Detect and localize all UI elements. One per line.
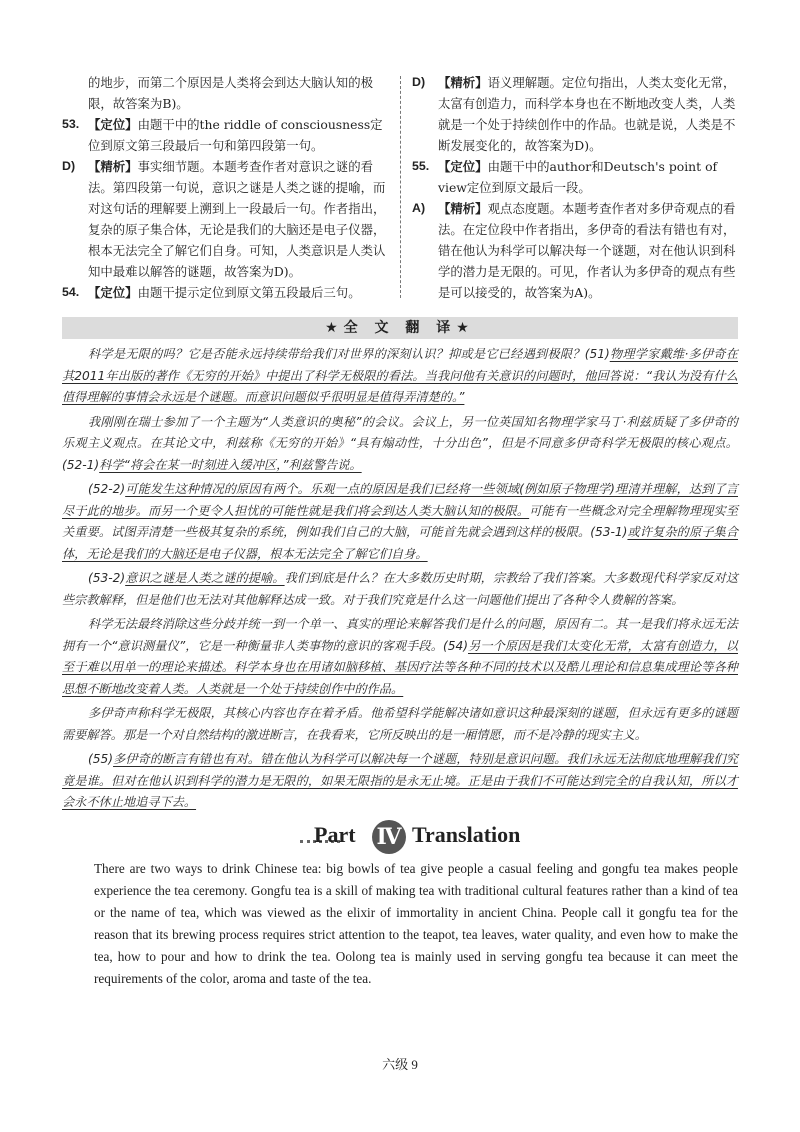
- q54-locate-text: 由题干提示定位到原文第五段最后三句。: [137, 285, 361, 300]
- translation-paragraph: [62, 479, 738, 565]
- translation-paragraph: [62, 412, 738, 477]
- english-translation-passage: [94, 858, 738, 990]
- q53-number: 53.: [62, 117, 80, 131]
- text-run: (55): [88, 752, 114, 766]
- q53-analysis: [62, 156, 388, 282]
- text-run: 多伊奇声称科学无极限，其核心内容也存在着矛盾。他希望科学能解决诸如意识这种最深刻的谜题，但永远有更多的谜题需要解答。那是一个对自然结构的激进断言，在我看来，它所反映出的是一厢情愿，而不是冷静的现实主义。: [62, 706, 738, 742]
- underlined-key-sentence: 科学“将会在某一时刻进入缓冲区，”利兹警告说。: [99, 457, 362, 472]
- q54-locate: [62, 282, 388, 303]
- q55-number: 55.: [412, 159, 430, 173]
- q53-answer: D): [62, 159, 76, 173]
- locate-tag: 【定位】: [88, 117, 138, 132]
- q53-locate: [62, 114, 388, 156]
- text-run: 我刚刚在瑞士参加了一个主题为“人类意识的奥秘”的会议。会议上，另一位英国知名物理学家马丁·利兹质疑了多伊奇的乐观主义观点。在其论文中，利兹称《无穷的开始》“具有煽动性，十分出色”，但是不同意多伊奇科学无极限的核心观点。(52-1): [62, 414, 738, 472]
- answer-column-right: [412, 72, 738, 303]
- page-footer: 六级 9: [382, 1057, 418, 1072]
- q54-answer: D): [412, 75, 426, 89]
- underlined-key-sentence: 可能发生这种情况的原因有两个。乐观一点的原因是我们已经将一些领域(例如原子物理学)理清并理解，达到了言尽于此的地步。而另一个更令人担忧的可能性就是我们将会到达人类大脑认知的极限。: [62, 482, 738, 518]
- translation-paragraph: [62, 749, 738, 814]
- part-word: Part: [314, 822, 356, 847]
- text-run: 科学是无限的吗？它是否能永远持续带给我们对世界的深刻认识？抑或是它已经遇到极限？(51): [88, 347, 610, 361]
- analysis-tag: 【精析】: [88, 159, 138, 174]
- answer-explanations: [62, 72, 738, 302]
- text-run: 科学无法最终消除这些分歧并统一到一个单一、真实的理论来解答我们是什么的问题，原因有二。其一是我们将永远无法拥有一个“意识测量仪”，它是一种衡量非人类事物的意识的客观手段。(54): [62, 617, 738, 653]
- q55-answer: A): [412, 201, 426, 215]
- part-numeral-badge: Ⅳ: [372, 820, 406, 854]
- translation-paragraph: [62, 614, 738, 700]
- part-title: Translation: [412, 822, 521, 847]
- q55-locate: [412, 156, 738, 198]
- q54-analysis-text: 语义理解题。定位句指出，人类太变化无常，太富有创造力，而科学本身也在不断地改变人类，人类就是一个处于持续创作中的作品。也就是说，人类是不断发展变化的，故答案为D)。: [438, 75, 736, 153]
- q54-number: 54.: [62, 285, 80, 299]
- q55-locate-text: 由题干中的author和Deutsch's point of view定位到原文最后一段。: [438, 159, 718, 195]
- analysis-tag: 【精析】: [438, 75, 488, 90]
- column-divider: [400, 76, 402, 298]
- locate-tag: 【定位】: [88, 285, 138, 300]
- underlined-key-sentence: 或许复杂的原子集合体，无论是我们的大脑还是电子仪器，根本无法完全了解它们自身。: [62, 525, 739, 561]
- underlined-key-sentence: 另一个原因是我们太变化无常，太富有创造力，以至于难以用单一的理论来描述。科学本身也在用诸如脑移植、基因疗法等各种不同的技术以及酷儿理论和信息集成理论等各种思想不断地改变着人类。人类就是一个处于持续创作中的作品。: [62, 638, 738, 696]
- text-run: (52-2): [88, 482, 126, 496]
- translation-paragraph: [62, 344, 738, 409]
- text-run: 我们到底是什么？在大多数历史时期，宗教给了我们答案。大多数现代科学家反对这些宗教解释，但是他们也无法对其他解释达成一致。对于我们究竟是什么这一问题他们提出了各种令人费解的答案。: [62, 571, 739, 607]
- translation-paragraph: [62, 703, 738, 746]
- analysis-tag: 【精析】: [438, 201, 488, 216]
- english-paragraph: There are two ways to drink Chinese tea: big bowls of tea give people a casual feeling and gongfu tea makes people experience the tea ceremony. Gongfu tea is a skill of making tea with traditional cultural features rather than a kind of tea or the name of tea, which was viewed as the elixir of immortality in ancient China. People call it gongfu tea for the reason that its brewing process requires strict attention to the teapot, tea leaves, water quality, and even how to make the tea, how to pour and how to drink the tea. Oolong tea is mainly used in serving gongfu tea because it can meet the requirements of the color, aroma and taste of the tea.: [94, 861, 738, 986]
- q53-locate-text: 由题干中的the riddle of consciousness定位到原文第三段最后一句和第四段第一句。: [88, 117, 383, 153]
- part-heading: [300, 818, 560, 858]
- chinese-translation: [62, 344, 738, 817]
- full-translation-banner: ★全 文 翻 译★: [62, 317, 738, 339]
- q55-analysis: [412, 198, 738, 303]
- q53-analysis-text: 事实细节题。本题考查作者对意识之谜的看法。第四段第一句说，意识之谜是人类之谜的提喻，而对这句话的理解要上溯到上一段最后一句。作者指出，复杂的原子集合体，无论是我们的大脑还是电子仪器，根本无法完全了解它们自身。可知，人类意识是人类认知中最难以解答的谜题，故答案为D)。: [88, 159, 386, 279]
- text-run: 可能有一些概念对完全理解物理现实至关重要。试图弄清楚一些极其复杂的系统，例如我们自己的大脑，可能首先就会遇到这样的极限。(53-1): [62, 503, 739, 539]
- underlined-key-sentence: 多伊奇的断言有错也有对。错在他认为科学可以解决每一个谜题，特别是意识问题。我们永远无法彻底地理解我们究竟是谁。但对在他认识到科学的潜力是无限的，如果无限指的是永无止境。正是由于我们不可能达到完全的自我认知，所以才会永不休止地追寻下去。: [62, 752, 738, 809]
- q54-analysis: [412, 72, 738, 156]
- continued-text: 的地步，而第二个原因是人类将会到达大脑认知的极限，故答案为B)。: [88, 75, 373, 111]
- underlined-key-sentence: 物理学家戴维·多伊奇在其2011年出版的著作《无穷的开始》中提出了科学无极限的看法。当我问他有关意识的问题时，他回答说：“我认为没有什么值得理解的事情会永远是个谜题。而意识问题似乎很明显是值得弄清楚的。”: [62, 347, 738, 404]
- answer-column-left: [62, 72, 388, 303]
- locate-tag: 【定位】: [438, 159, 488, 174]
- translation-paragraph: [62, 568, 738, 611]
- text-run: (53-2): [88, 571, 126, 585]
- underlined-key-sentence: 意识之谜是人类之谜的提喻。: [125, 571, 285, 585]
- q55-analysis-text: 观点态度题。本题考查作者对多伊奇观点的看法。在定位段中作者指出，多伊奇的看法有错也有对，错在他认为科学可以解决每一个谜题，对在他认识到科学的潜力是无限的。可见，作者认为多伊奇的观点有些是可以接受的，故答案为A)。: [438, 201, 736, 300]
